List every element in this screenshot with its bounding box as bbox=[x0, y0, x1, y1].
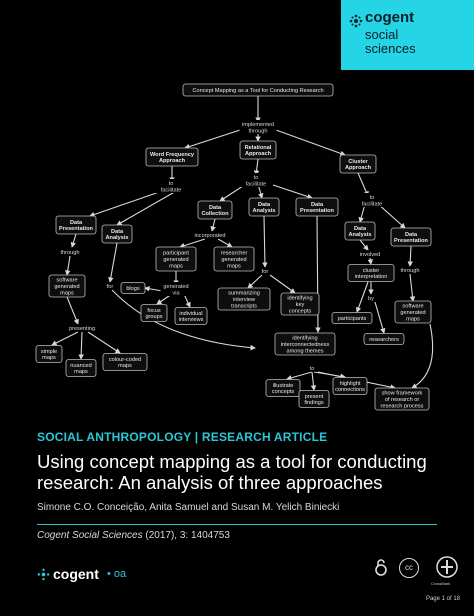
concept-node-label: Concept Mapping as a Tool for Conducting Research bbox=[192, 88, 324, 94]
concept-node-label: generated bbox=[221, 257, 247, 263]
link-label-l_through1 bbox=[58, 248, 83, 256]
concept-node-label: maps bbox=[227, 263, 241, 270]
diagram-edge bbox=[117, 190, 178, 225]
concept-node-label: blogs bbox=[126, 286, 140, 292]
concept-node-root bbox=[183, 84, 333, 96]
concept-node-sit bbox=[218, 288, 270, 310]
concept-node-ra bbox=[240, 141, 276, 159]
divider bbox=[37, 524, 437, 525]
concept-node-label: nuanced bbox=[70, 362, 92, 369]
link-label-line: facilitate bbox=[361, 201, 383, 208]
journal-name: Cogent Social Sciences bbox=[37, 530, 143, 541]
concept-map-figure bbox=[0, 72, 474, 418]
link-label-line: for bbox=[106, 284, 114, 290]
concept-node-label: participant bbox=[163, 250, 189, 257]
concept-node-label: Approach bbox=[244, 151, 272, 158]
link-label-line: via bbox=[172, 290, 180, 297]
link-label-line: incorporated bbox=[194, 233, 226, 239]
concept-node-rgm bbox=[214, 247, 254, 271]
link-label-line: facilitate bbox=[160, 187, 182, 194]
concept-node-label: connections bbox=[335, 387, 365, 394]
concept-node-label: colour-coded bbox=[108, 356, 142, 363]
link-label-line: to bbox=[309, 366, 315, 372]
concept-node-label: maps bbox=[74, 369, 88, 376]
concept-node-label: Cluster bbox=[348, 158, 368, 165]
concept-node-sm bbox=[36, 346, 62, 363]
concept-node-label: interview bbox=[232, 297, 256, 303]
concept-node-label: findings bbox=[304, 400, 324, 407]
article-kicker: SOCIAL ANTHROPOLOGY | RESEARCH ARTICLE bbox=[37, 430, 328, 444]
concept-node-nm bbox=[66, 360, 96, 377]
concept-node-label: maps bbox=[60, 290, 74, 297]
diagram-edge bbox=[67, 297, 78, 324]
diagram-edge bbox=[67, 256, 70, 275]
link-label-line: for bbox=[261, 269, 269, 275]
diagram-edge bbox=[264, 216, 265, 267]
concept-node-label: Presentation bbox=[394, 238, 428, 245]
concept-node-label: software bbox=[402, 303, 424, 310]
concept-node-label: summarizing bbox=[228, 290, 260, 297]
diagram-edge bbox=[287, 372, 312, 379]
concept-node-label: Data bbox=[257, 201, 271, 208]
diagram-edge bbox=[358, 173, 368, 196]
diagram-edge bbox=[276, 130, 345, 155]
brand-subline bbox=[365, 28, 416, 56]
article-title: Using concept mapping as a tool for conducting research: An analysis of three approaches bbox=[37, 451, 427, 493]
link-label-l_to bbox=[307, 364, 317, 372]
concept-node-ic bbox=[266, 380, 300, 397]
concept-node-label: Presentation bbox=[59, 226, 93, 233]
concept-node-pf bbox=[299, 391, 329, 408]
diagram-edge bbox=[52, 332, 78, 345]
diagram-edge bbox=[212, 219, 215, 231]
concept-node-label: participants bbox=[337, 316, 367, 322]
diagram-nodes bbox=[36, 84, 431, 410]
concept-node-da1 bbox=[102, 225, 132, 243]
concept-node-label: Analysis bbox=[348, 232, 372, 239]
concept-node-label: Data bbox=[404, 231, 418, 238]
concept-node-label: identifying bbox=[292, 335, 318, 342]
concept-node-label: transcripts bbox=[231, 303, 257, 310]
diagram-edge bbox=[360, 240, 368, 250]
link-label-line: by bbox=[368, 296, 374, 302]
concept-node-label: cluster bbox=[362, 267, 380, 274]
concept-node-dp3 bbox=[391, 228, 431, 246]
concept-node-pgm bbox=[156, 247, 196, 271]
link-label-line: through bbox=[248, 128, 268, 135]
journal-citation bbox=[37, 530, 230, 541]
concept-node-hc bbox=[333, 378, 367, 395]
cogent-oa-logo[interactable] bbox=[37, 566, 147, 582]
diagram-edge bbox=[370, 258, 371, 264]
diagram-edge bbox=[180, 239, 205, 247]
link-label-l_for2 bbox=[259, 267, 272, 275]
concept-node-sf bbox=[375, 388, 429, 410]
brand-subline-1: social bbox=[365, 27, 399, 42]
link-label-line: involved bbox=[359, 252, 381, 258]
concept-node-iit bbox=[275, 333, 335, 355]
concept-node-label: Collection bbox=[201, 211, 229, 218]
concept-node-label: Presentation bbox=[300, 208, 334, 215]
link-label-line: implemented bbox=[241, 121, 275, 128]
link-label-l_through2 bbox=[398, 266, 423, 274]
diagram-edge bbox=[270, 275, 295, 293]
diagram-edge bbox=[410, 246, 411, 266]
page-number: Page 1 of 18 bbox=[425, 596, 460, 602]
concept-node-dc bbox=[198, 201, 232, 219]
cogent-logo-icon bbox=[349, 14, 363, 28]
brand-subline-2: sciences bbox=[365, 41, 416, 56]
concept-node-sgm1 bbox=[49, 275, 85, 297]
link-label-l_gen bbox=[161, 282, 192, 296]
diagram-edge bbox=[88, 332, 120, 353]
concept-node-label: researcher bbox=[220, 250, 248, 257]
cogent-mark-icon bbox=[37, 568, 50, 581]
concept-node-ikc bbox=[281, 293, 319, 315]
link-label-l_for1 bbox=[104, 282, 117, 290]
concept-node-ii bbox=[175, 308, 207, 325]
concept-node-label: Data bbox=[310, 201, 324, 208]
link-label-line: to bbox=[253, 174, 259, 181]
concept-node-label: software bbox=[56, 277, 78, 284]
concept-node-wfa bbox=[146, 148, 198, 166]
crossmark-icon[interactable] bbox=[433, 556, 461, 580]
concept-node-label: Data bbox=[110, 228, 124, 235]
concept-node-label: Data bbox=[208, 204, 222, 211]
link-label-line: to bbox=[369, 194, 375, 201]
diagram-edge bbox=[72, 234, 76, 247]
concept-node-label: generated bbox=[163, 257, 189, 263]
link-label-l_inv bbox=[356, 250, 384, 258]
concept-node-label: generated bbox=[54, 284, 80, 290]
concept-node-label: Word Frequency bbox=[149, 151, 195, 158]
concept-node-label: highlight bbox=[339, 380, 361, 387]
diagram-edge bbox=[410, 274, 413, 301]
concept-node-label: individual bbox=[179, 310, 203, 317]
link-label-line: facilitate bbox=[245, 181, 267, 188]
diagram-edge bbox=[412, 324, 433, 388]
concept-node-fg bbox=[141, 305, 167, 322]
link-label-line: generated bbox=[163, 283, 189, 290]
diagram-edge bbox=[81, 332, 82, 359]
concept-node-label: focus bbox=[147, 307, 161, 314]
concept-node-label: simple bbox=[40, 348, 58, 355]
link-label-line: to bbox=[168, 180, 174, 187]
diagram-edge bbox=[90, 190, 165, 216]
journal-reference: (2017), 3: 1404753 bbox=[142, 530, 230, 541]
concept-node-label: show framework bbox=[381, 390, 423, 397]
diagram-edge bbox=[110, 243, 117, 282]
concept-node-label: Data bbox=[353, 225, 367, 232]
concept-node-blogs bbox=[121, 283, 145, 294]
link-label-line: through bbox=[60, 250, 80, 256]
diagram-edge bbox=[270, 184, 312, 198]
link-label-line: through bbox=[400, 268, 420, 274]
diagram-edge bbox=[256, 159, 258, 175]
concept-node-label: illustrate bbox=[272, 382, 294, 389]
concept-node-label: Approach bbox=[158, 158, 186, 165]
concept-node-label: concepts bbox=[288, 308, 312, 315]
concept-node-label: concepts bbox=[271, 389, 295, 396]
concept-node-dp2 bbox=[296, 198, 338, 216]
concept-node-label: generated bbox=[400, 310, 426, 316]
concept-node-label: Approach bbox=[344, 165, 372, 172]
concept-node-label: key bbox=[295, 302, 305, 308]
link-label-l_tof3 bbox=[355, 193, 389, 207]
creative-commons-icon[interactable]: cc bbox=[399, 558, 419, 578]
concept-node-label: maps bbox=[42, 355, 56, 362]
concept-node-label: of research or bbox=[384, 397, 420, 403]
concept-node-ca bbox=[340, 155, 376, 173]
diagram-edge bbox=[375, 302, 384, 333]
link-label-l_tof1 bbox=[154, 179, 188, 193]
concept-node-label: interviews bbox=[178, 317, 204, 324]
open-access-icon[interactable] bbox=[371, 558, 391, 578]
footer-logo-word: cogent bbox=[53, 566, 99, 582]
footer-logo-suffix: • oa bbox=[107, 568, 127, 580]
license-badges bbox=[371, 556, 461, 590]
concept-node-sgm2 bbox=[395, 301, 431, 323]
link-label-l_impl bbox=[240, 120, 277, 134]
journal-brand-block bbox=[341, 0, 474, 70]
concept-node-label: Relational bbox=[244, 144, 272, 151]
diagram-edge bbox=[378, 204, 405, 228]
concept-node-label: among themes bbox=[286, 348, 324, 355]
diagram-edge bbox=[185, 130, 240, 148]
diagram-edge bbox=[248, 275, 262, 288]
crossmark-label: CrossMark bbox=[431, 581, 451, 586]
link-label-l_pres bbox=[65, 324, 99, 332]
concept-node-dp1 bbox=[56, 216, 96, 234]
link-label-l_by bbox=[366, 294, 376, 302]
link-label-l_tof2 bbox=[239, 173, 273, 187]
concept-node-part bbox=[332, 313, 372, 324]
diagram-edge bbox=[312, 372, 314, 390]
concept-node-label: research process bbox=[380, 403, 424, 410]
concept-node-label: maps bbox=[169, 263, 183, 270]
concept-node-da2 bbox=[249, 198, 279, 216]
concept-node-label: interpretation bbox=[354, 274, 388, 281]
link-label-line: presenting bbox=[68, 326, 96, 332]
concept-node-da3 bbox=[345, 222, 375, 240]
concept-node-label: Analysis bbox=[105, 235, 129, 242]
article-authors: Simone C.O. Conceição, Anita Samuel and Susan M. Yelich Biniecki bbox=[37, 502, 340, 513]
concept-node-label: identifying bbox=[287, 295, 313, 302]
concept-node-label: Data bbox=[69, 219, 83, 226]
concept-node-label: maps bbox=[406, 316, 420, 323]
brand-name: cogent bbox=[365, 9, 415, 26]
concept-node-label: Analysis bbox=[252, 208, 276, 215]
concept-node-ci bbox=[348, 265, 394, 282]
concept-node-label: present bbox=[304, 393, 324, 400]
concept-node-label: groups bbox=[145, 314, 163, 321]
concept-node-res bbox=[364, 334, 404, 345]
concept-node-label: researchers bbox=[369, 337, 399, 343]
concept-node-ccm bbox=[103, 354, 147, 371]
concept-node-label: interconnectedness bbox=[280, 342, 330, 348]
diagram-edge bbox=[218, 239, 232, 247]
link-label-l_incorp bbox=[190, 231, 230, 239]
concept-node-label: maps bbox=[118, 363, 132, 370]
